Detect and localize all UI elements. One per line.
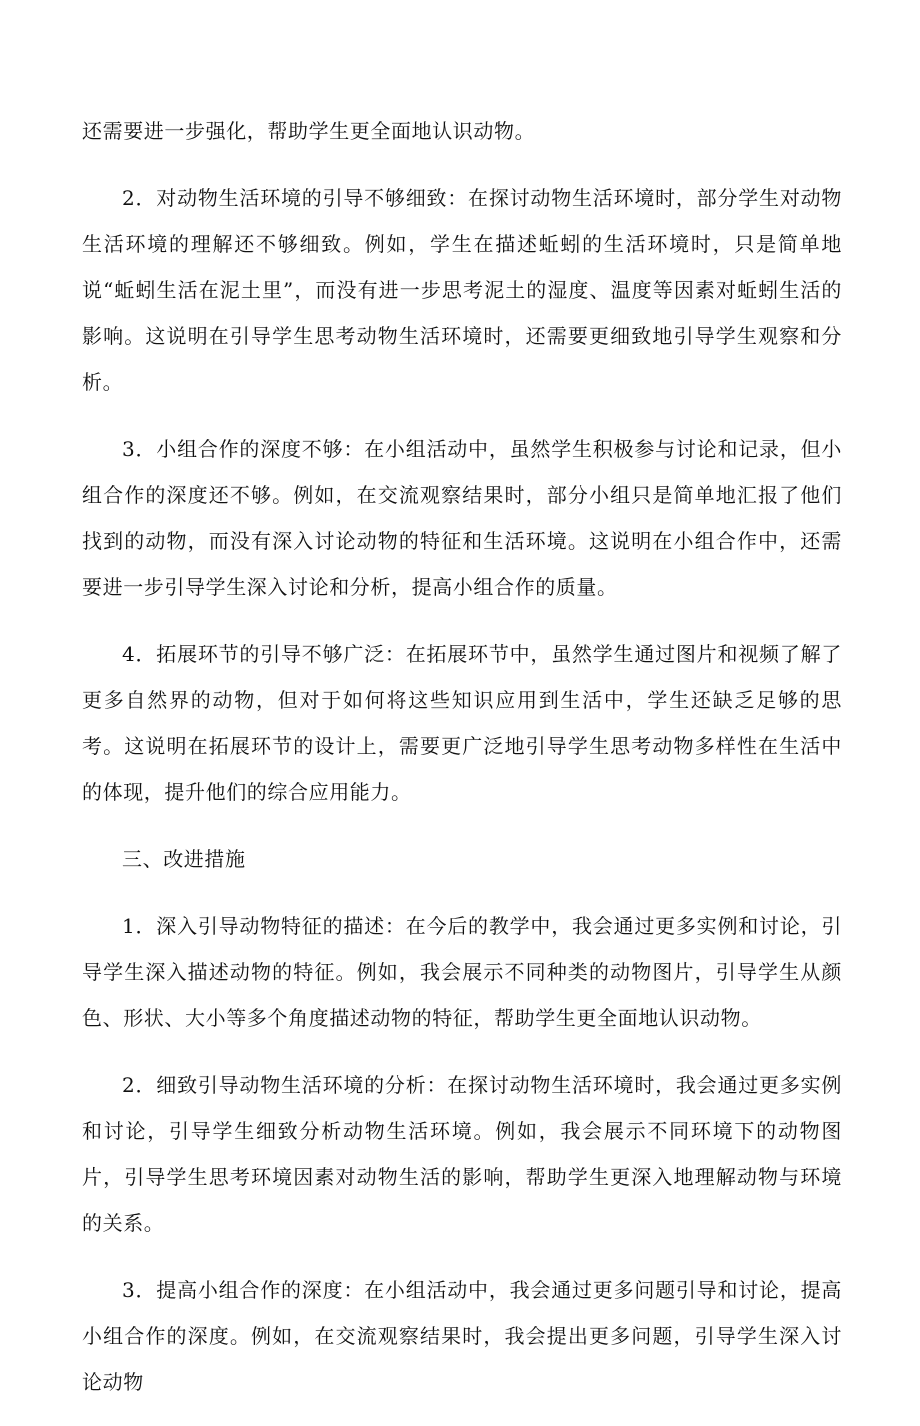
- paragraph-problem-4: 4．拓展环节的引导不够广泛：在拓展环节中，虽然学生通过图片和视频了解了更多自然界的动物，但对于如何将这些知识应用到生活中，学生还缺乏足够的思考。这说明在拓展环节的设计上，需要更广泛地引导学生思考动物多样性在生活中的体现，提升他们的综合应用能力。: [82, 642, 842, 804]
- paragraph-measure-1: 1．深入引导动物特征的描述：在今后的教学中，我会通过更多实例和讨论，引导学生深入描述动物的特征。例如，我会展示不同种类的动物图片，引导学生从颜色、形状、大小等多个角度描述动物的特征，帮助学生更全面地认识动物。: [82, 914, 842, 1030]
- paragraph-measure-2: 2．细致引导动物生活环境的分析：在探讨动物生活环境时，我会通过更多实例和讨论，引导学生细致分析动物生活环境。例如，我会展示不同环境下的动物图片，引导学生思考环境因素对动物生活的影响，帮助学生更深入地理解动物与环境的关系。: [82, 1073, 842, 1235]
- document-body: [82, 108, 842, 1426]
- paragraph-problem-2: 2．对动物生活环境的引导不够细致：在探讨动物生活环境时，部分学生对动物生活环境的理解还不够细致。例如，学生在描述蚯蚓的生活环境时，只是简单地说“蚯蚓生活在泥土里”，而没有进一步思考泥土的湿度、温度等因素对蚯蚓生活的影响。这说明在引导学生思考动物生活环境时，还需要更细致地引导学生观察和分析。: [82, 186, 842, 394]
- paragraph-measure-3: 3．提高小组合作的深度：在小组活动中，我会通过更多问题引导和讨论，提高小组合作的深度。例如，在交流观察结果时，我会提出更多问题，引导学生深入讨论动物: [82, 1278, 842, 1394]
- section-heading-improvements: 三、改进措施: [122, 847, 246, 871]
- paragraph-continuation: 还需要进一步强化，帮助学生更全面地认识动物。: [82, 119, 536, 143]
- paragraph-problem-3: 3．小组合作的深度不够：在小组活动中，虽然学生积极参与讨论和记录，但小组合作的深度还不够。例如，在交流观察结果时，部分小组只是简单地汇报了他们找到的动物，而没有深入讨论动物的特征和生活环境。这说明在小组合作中，还需要进一步引导学生深入讨论和分析，提高小组合作的质量。: [82, 437, 842, 599]
